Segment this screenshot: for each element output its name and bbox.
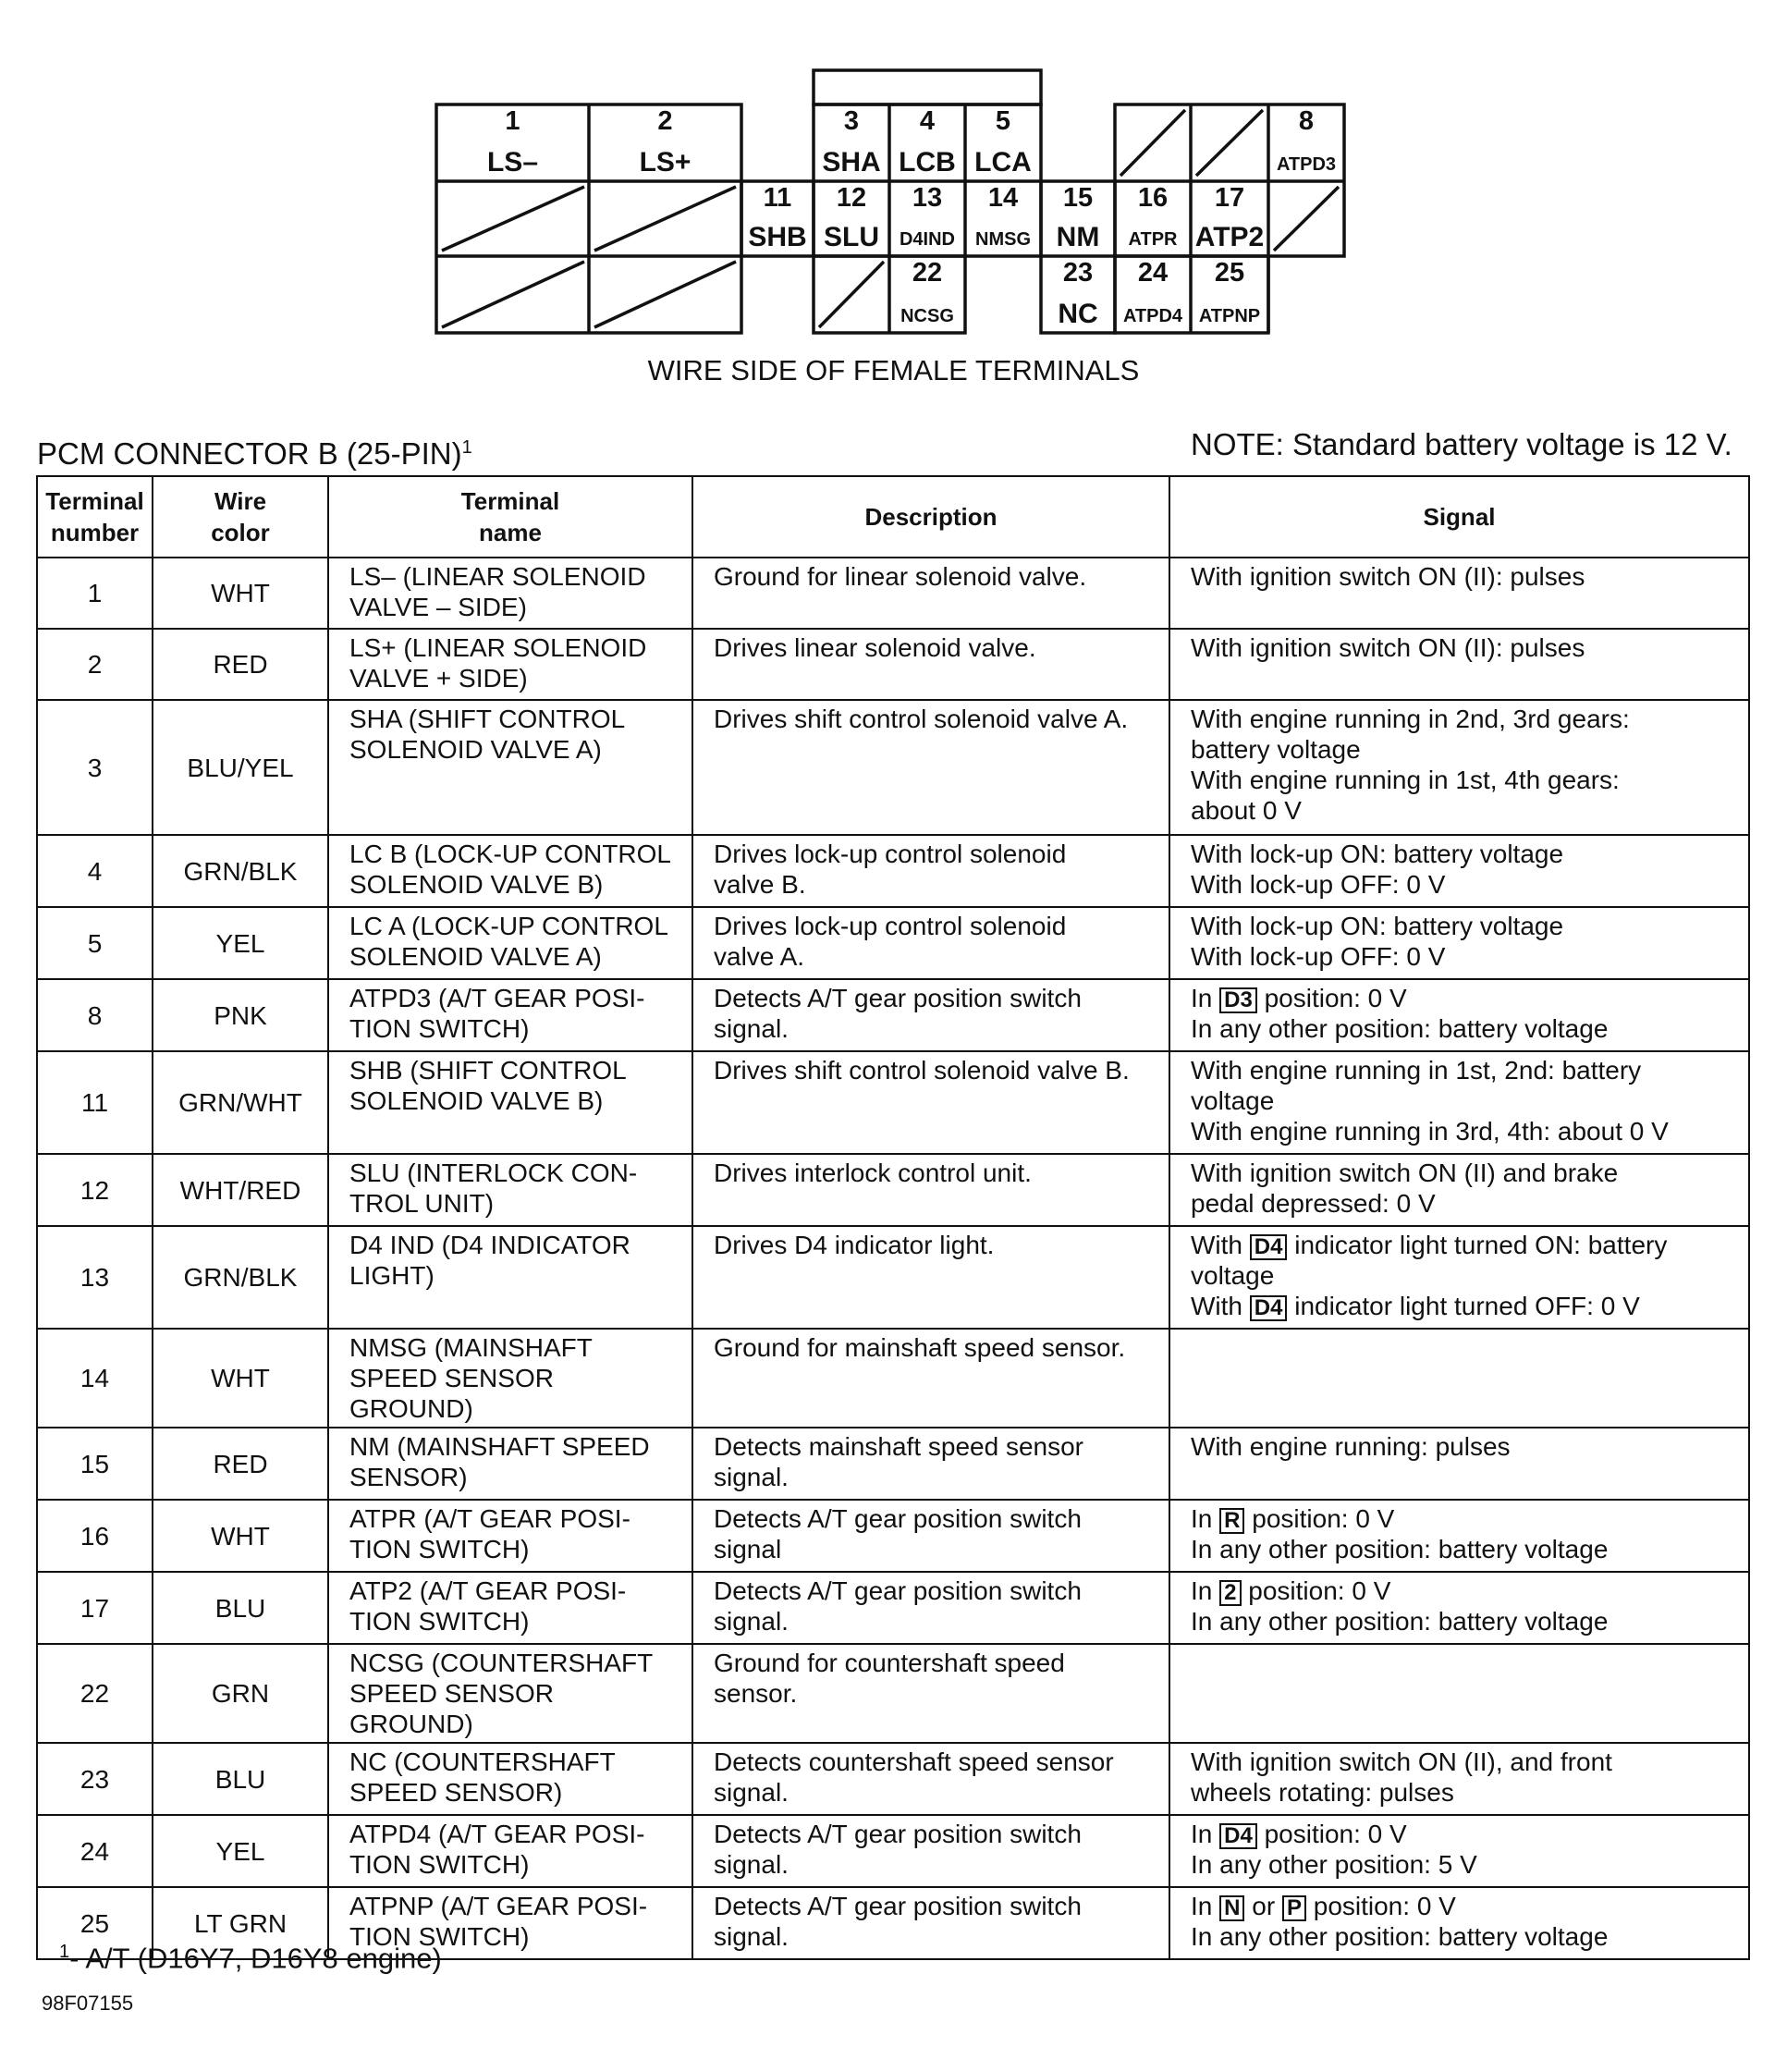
description-line: Drives lock-up control solenoid	[714, 840, 1067, 868]
terminal-3	[814, 104, 889, 181]
description-line: Detects A/T gear position switch	[714, 1892, 1082, 1920]
wire-color-cell: GRN/BLK	[153, 835, 328, 907]
terminal-16	[1115, 181, 1191, 256]
wire-color-cell: WHT	[153, 558, 328, 629]
terminal-name-cell	[328, 1644, 692, 1743]
terminal-name-cell	[328, 835, 692, 907]
signal-cell	[1169, 907, 1749, 979]
description-line: sensor.	[714, 1679, 798, 1708]
signal-cell	[1169, 1743, 1749, 1815]
terminal-number: 2	[657, 106, 673, 136]
terminal-number: 14	[987, 183, 1019, 213]
footnote	[59, 1942, 442, 1975]
description-line: Detects A/T gear position switch	[714, 1820, 1082, 1848]
terminal-name-line: SHB (SHIFT CONTROL	[349, 1056, 627, 1085]
terminal-number: 17	[1214, 183, 1245, 213]
signal-line	[1191, 1230, 1728, 1260]
description-line: Drives shift control solenoid valve A.	[714, 705, 1129, 733]
signal-line: With engine running: pulses	[1191, 1432, 1511, 1461]
terminal-number-cell: 2	[37, 629, 153, 700]
description-line: Detects countershaft speed sensor	[714, 1747, 1114, 1776]
shift-position-key: D4	[1250, 1234, 1288, 1260]
signal-line: In any other position: battery voltage	[1191, 1014, 1609, 1043]
description-line: Detects A/T gear position switch	[714, 1576, 1082, 1605]
terminal-15	[1041, 181, 1115, 256]
signal-line: In any other position: battery voltage	[1191, 1607, 1609, 1636]
shift-position-key: R	[1219, 1508, 1244, 1534]
wire-color-cell: GRN	[153, 1644, 328, 1743]
table-row	[37, 1743, 1749, 1815]
footnote-number: 1	[59, 1942, 70, 1962]
table-row	[37, 1815, 1749, 1887]
terminal-number: 24	[1137, 258, 1169, 288]
terminal-number-cell: 8	[37, 979, 153, 1051]
signal-cell	[1169, 629, 1749, 700]
signal-line: With ignition switch ON (II): pulses	[1191, 562, 1585, 591]
terminal-name-cell	[328, 558, 692, 629]
terminal-25	[1191, 256, 1268, 333]
description-cell	[692, 1428, 1169, 1500]
shift-position-key: 2	[1219, 1580, 1241, 1606]
terminal-5	[965, 104, 1041, 181]
terminal-2	[589, 104, 741, 181]
description-cell	[692, 979, 1169, 1051]
description-line: valve A.	[714, 942, 805, 971]
wire-color-cell: BLU/YEL	[153, 700, 328, 835]
signal-line: In any other position: 5 V	[1191, 1850, 1477, 1879]
terminal-name-cell	[328, 1329, 692, 1428]
signal-line: In any other position: battery voltage	[1191, 1535, 1609, 1563]
diagram-caption: WIRE SIDE OF FEMALE TERMINALS	[647, 354, 1140, 386]
wire-color-cell: YEL	[153, 907, 328, 979]
terminal-name-cell	[328, 1500, 692, 1572]
signal-cell	[1169, 700, 1749, 835]
terminal-number: 13	[912, 183, 943, 213]
terminal-number-cell: 13	[37, 1226, 153, 1329]
signal-cell	[1169, 1887, 1749, 1959]
terminal-label: ATPR	[1128, 229, 1178, 250]
terminal-label: LCB	[899, 147, 956, 178]
signal-text: position: 0 V	[1241, 1576, 1391, 1605]
description-cell	[692, 835, 1169, 907]
terminal-name-line: SENSOR)	[349, 1463, 468, 1491]
terminal-label: NCSG	[900, 306, 954, 326]
terminal-label: NC	[1058, 299, 1098, 329]
terminal-1	[436, 104, 589, 181]
terminal-number: 16	[1137, 183, 1169, 213]
col-terminal-number: Terminal number	[37, 476, 153, 558]
terminal-name-cell	[328, 1743, 692, 1815]
terminal-name-line: SLU (INTERLOCK CON-	[349, 1159, 638, 1187]
terminal-13	[889, 181, 965, 256]
terminal-label: ATPD4	[1122, 306, 1183, 326]
signal-line: With ignition switch ON (II): pulses	[1191, 633, 1585, 662]
terminal-name-line: ATPNP (A/T GEAR POSI-	[349, 1892, 648, 1920]
signal-cell	[1169, 1500, 1749, 1572]
description-line: valve B.	[714, 870, 806, 899]
terminal-name-line: SHA (SHIFT CONTROL	[349, 705, 626, 733]
table-row	[37, 835, 1749, 907]
description-cell	[692, 1051, 1169, 1154]
signal-text: In	[1191, 1892, 1220, 1920]
description-line: Detects A/T gear position switch	[714, 984, 1082, 1012]
terminal-name-line: TION SWITCH)	[349, 1535, 530, 1563]
terminal-name-line: SPEED SENSOR GROUND)	[349, 1679, 554, 1738]
terminal-number: 3	[843, 106, 860, 136]
signal-line: With lock-up ON: battery voltage	[1191, 912, 1564, 940]
pin-table-body	[37, 558, 1749, 1959]
terminal-name-cell	[328, 700, 692, 835]
terminal-label: D4IND	[899, 229, 955, 250]
terminal-23	[1041, 256, 1115, 333]
signal-line: With engine running in 1st, 4th gears:	[1191, 766, 1620, 794]
table-row	[37, 700, 1749, 835]
signal-line	[1191, 1503, 1728, 1534]
terminal-number-cell: 17	[37, 1572, 153, 1644]
signal-cell	[1169, 1815, 1749, 1887]
terminal-17	[1191, 181, 1268, 256]
signal-text: In	[1191, 984, 1220, 1012]
table-row	[37, 1329, 1749, 1428]
terminal-number-cell: 4	[37, 835, 153, 907]
signal-cell	[1169, 1226, 1749, 1329]
terminal-number-cell: 24	[37, 1815, 153, 1887]
terminal-name-cell	[328, 1226, 692, 1329]
terminal-name-line: ATP2 (A/T GEAR POSI-	[349, 1576, 627, 1605]
signal-cell	[1169, 1644, 1749, 1743]
signal-text: or	[1244, 1892, 1282, 1920]
terminal-number: 15	[1062, 183, 1094, 213]
signal-cell	[1169, 1154, 1749, 1226]
wire-color-cell: RED	[153, 629, 328, 700]
terminal-name-line: SOLENOID VALVE B)	[349, 870, 604, 899]
terminal-number: 11	[763, 183, 792, 213]
terminal-label: ATP2	[1194, 222, 1265, 252]
description-line: signal.	[714, 1850, 789, 1879]
terminal-4	[889, 104, 965, 181]
terminal-name-line: LC A (LOCK-UP CONTROL	[349, 912, 668, 940]
terminal-label: SLU	[824, 222, 879, 252]
description-line: Ground for mainshaft speed sensor.	[714, 1333, 1126, 1362]
terminal-name-line: ATPD4 (A/T GEAR POSI-	[349, 1820, 645, 1848]
terminal-number-cell: 25	[37, 1887, 153, 1959]
signal-text: position: 0 V	[1256, 984, 1407, 1012]
description-line: signal.	[714, 1014, 789, 1043]
signal-line	[1191, 1291, 1728, 1321]
description-cell	[692, 558, 1169, 629]
terminal-name-line: NCSG (COUNTERSHAFT	[349, 1649, 654, 1677]
terminal-number-cell: 23	[37, 1743, 153, 1815]
footnote-text: - A/T (D16Y7, D16Y8 engine)	[69, 1942, 442, 1975]
description-line: Ground for countershaft speed	[714, 1649, 1065, 1677]
description-cell	[692, 1572, 1169, 1644]
terminal-label: SHA	[822, 147, 881, 178]
terminal-number-cell: 5	[37, 907, 153, 979]
signal-line	[1191, 983, 1728, 1013]
signal-line	[1191, 1891, 1728, 1921]
terminal-number: 22	[912, 258, 943, 288]
terminal-8	[1268, 104, 1344, 181]
signal-text: With	[1191, 1231, 1250, 1259]
terminal-11	[741, 181, 814, 256]
description-cell	[692, 1154, 1169, 1226]
terminal-number-cell: 1	[37, 558, 153, 629]
terminal-name-line: TION SWITCH)	[349, 1850, 530, 1879]
terminal-label: LS+	[639, 147, 692, 178]
terminal-label: NM	[1056, 222, 1100, 252]
terminal-number-cell: 14	[37, 1329, 153, 1428]
shift-position-key: D4	[1250, 1295, 1288, 1321]
table-row	[37, 1051, 1749, 1154]
signal-line: With engine running in 2nd, 3rd gears:	[1191, 705, 1630, 733]
description-cell	[692, 1329, 1169, 1428]
description-line: signal.	[714, 1778, 789, 1807]
description-line: Detects mainshaft speed sensor	[714, 1432, 1083, 1461]
terminal-name-line: ATPR (A/T GEAR POSI-	[349, 1504, 630, 1533]
signal-text: position: 0 V	[1305, 1892, 1456, 1920]
terminal-name-line: TROL UNIT)	[349, 1189, 495, 1218]
terminal-label: ATPNP	[1198, 306, 1261, 326]
terminal-name-cell	[328, 979, 692, 1051]
signal-line	[1191, 1575, 1728, 1606]
wire-color-cell: GRN/BLK	[153, 1226, 328, 1329]
connector-title	[37, 436, 472, 472]
wire-color-cell: BLU	[153, 1572, 328, 1644]
table-row	[37, 979, 1749, 1051]
shift-position-key: P	[1282, 1895, 1306, 1921]
signal-cell	[1169, 1572, 1749, 1644]
terminal-name-line: TION SWITCH)	[349, 1922, 530, 1951]
table-row	[37, 1428, 1749, 1500]
description-line: Drives lock-up control solenoid	[714, 912, 1067, 940]
signal-line: With lock-up ON: battery voltage	[1191, 840, 1564, 868]
terminal-label: ATPD3	[1276, 154, 1337, 175]
terminal-name-line: ATPD3 (A/T GEAR POSI-	[349, 984, 645, 1012]
description-cell	[692, 629, 1169, 700]
terminal-number: 4	[919, 106, 936, 136]
description-cell	[692, 1644, 1169, 1743]
terminal-label: LS–	[486, 147, 539, 178]
terminal-number: 8	[1298, 106, 1315, 136]
terminal-name-line: VALVE + SIDE)	[349, 664, 528, 693]
terminal-name-cell	[328, 1572, 692, 1644]
signal-text: indicator light turned ON: battery	[1287, 1231, 1668, 1259]
signal-text: In	[1191, 1820, 1220, 1848]
terminal-name-line: VALVE – SIDE)	[349, 593, 527, 621]
terminal-number-cell: 22	[37, 1644, 153, 1743]
description-line: signal.	[714, 1607, 789, 1636]
signal-line: With engine running in 1st, 2nd: battery	[1191, 1056, 1642, 1085]
document-code: 98F07155	[42, 1992, 134, 2015]
signal-line: With engine running in 3rd, 4th: about 0 V	[1191, 1117, 1669, 1146]
signal-line: pedal depressed: 0 V	[1191, 1189, 1436, 1218]
table-row	[37, 558, 1749, 629]
signal-cell	[1169, 1051, 1749, 1154]
col-wire-color: Wire color	[153, 476, 328, 558]
connector-title-text: PCM CONNECTOR B (25-PIN)	[37, 436, 462, 471]
terminal-number: 1	[505, 106, 520, 136]
terminal-name-line: NM (MAINSHAFT SPEED	[349, 1432, 650, 1461]
terminal-name-line: LIGHT)	[349, 1261, 435, 1290]
wire-color-cell: WHT/RED	[153, 1154, 328, 1226]
description-cell	[692, 700, 1169, 835]
signal-line: wheels rotating: pulses	[1191, 1778, 1454, 1807]
terminal-24	[1115, 256, 1191, 333]
signal-cell	[1169, 1329, 1749, 1428]
wire-color-cell: WHT	[153, 1329, 328, 1428]
description-cell	[692, 1887, 1169, 1959]
signal-line: battery voltage	[1191, 735, 1361, 764]
terminal-name-line: SOLENOID VALVE A)	[349, 942, 602, 971]
signal-text: position: 0 V	[1256, 1820, 1407, 1848]
terminal-name-line: LS+ (LINEAR SOLENOID	[349, 633, 647, 662]
terminal-name-cell	[328, 1051, 692, 1154]
table-header-row	[37, 476, 1749, 558]
description-line: signal.	[714, 1463, 789, 1491]
signal-line: In any other position: battery voltage	[1191, 1922, 1609, 1951]
terminal-number-cell: 15	[37, 1428, 153, 1500]
description-line: Drives D4 indicator light.	[714, 1231, 995, 1259]
description-line: Drives interlock control unit.	[714, 1159, 1032, 1187]
signal-line: With ignition switch ON (II), and front	[1191, 1747, 1612, 1776]
terminal-name-cell	[328, 1154, 692, 1226]
signal-text: In	[1191, 1504, 1220, 1533]
description-line: Drives linear solenoid valve.	[714, 633, 1036, 662]
table-row	[37, 1500, 1749, 1572]
terminal-number: 12	[836, 183, 867, 213]
signal-line	[1191, 1819, 1728, 1849]
terminal-name-line: NC (COUNTERSHAFT	[349, 1747, 616, 1776]
terminal-number-cell: 3	[37, 700, 153, 835]
signal-cell	[1169, 835, 1749, 907]
footnote-marker: 1	[461, 437, 472, 458]
terminal-name-cell	[328, 1815, 692, 1887]
wire-color-cell: YEL	[153, 1815, 328, 1887]
terminal-number-cell: 12	[37, 1154, 153, 1226]
terminal-name-cell	[328, 629, 692, 700]
shift-position-key: N	[1219, 1895, 1244, 1921]
terminal-name-line: SOLENOID VALVE B)	[349, 1086, 604, 1115]
signal-cell	[1169, 979, 1749, 1051]
signal-line: With ignition switch ON (II) and brake	[1191, 1159, 1619, 1187]
terminal-name-line: SPEED SENSOR GROUND)	[349, 1364, 554, 1423]
table-row	[37, 1644, 1749, 1743]
col-description: Description	[692, 476, 1169, 558]
terminal-name-cell	[328, 1428, 692, 1500]
wire-color-cell: LT GRN	[153, 1887, 328, 1959]
signal-text: position: 0 V	[1244, 1504, 1395, 1533]
description-line: signal	[714, 1535, 782, 1563]
wire-color-cell: BLU	[153, 1743, 328, 1815]
terminal-number: 25	[1214, 258, 1245, 288]
col-signal: Signal	[1169, 476, 1749, 558]
terminal-22	[889, 256, 965, 333]
terminal-name-line: LS– (LINEAR SOLENOID	[349, 562, 646, 591]
signal-line: voltage	[1191, 1261, 1275, 1290]
description-cell	[692, 907, 1169, 979]
signal-line: With lock-up OFF: 0 V	[1191, 942, 1446, 971]
wire-color-cell: PNK	[153, 979, 328, 1051]
description-line: Drives shift control solenoid valve B.	[714, 1056, 1130, 1085]
terminal-12	[814, 181, 889, 256]
terminal-name-line: TION SWITCH)	[349, 1014, 530, 1043]
signal-line: voltage	[1191, 1086, 1275, 1115]
signal-line: about 0 V	[1191, 796, 1302, 825]
terminal-label: SHB	[748, 222, 807, 252]
description-cell	[692, 1815, 1169, 1887]
terminal-name-line: TION SWITCH)	[349, 1607, 530, 1636]
wire-color-cell: GRN/WHT	[153, 1051, 328, 1154]
terminal-name-line: NMSG (MAINSHAFT	[349, 1333, 593, 1362]
table-row	[37, 1226, 1749, 1329]
terminal-name-line: SOLENOID VALVE A)	[349, 735, 602, 764]
terminal-name-line: D4 IND (D4 INDICATOR	[349, 1231, 630, 1259]
signal-text: indicator light turned OFF: 0 V	[1287, 1292, 1640, 1320]
wire-color-cell: RED	[153, 1428, 328, 1500]
description-line: signal.	[714, 1922, 789, 1951]
terminal-name-cell	[328, 907, 692, 979]
table-row	[37, 1154, 1749, 1226]
description-cell	[692, 1500, 1169, 1572]
terminal-number-cell: 16	[37, 1500, 153, 1572]
wire-color-cell: WHT	[153, 1500, 328, 1572]
signal-cell	[1169, 558, 1749, 629]
terminal-label: NMSG	[975, 229, 1031, 250]
terminal-name-line: LC B (LOCK-UP CONTROL	[349, 840, 671, 868]
col-terminal-name: Terminal name	[328, 476, 692, 558]
terminal-number: 23	[1062, 258, 1094, 288]
terminal-number-cell: 11	[37, 1051, 153, 1154]
description-line: Detects A/T gear position switch	[714, 1504, 1082, 1533]
terminal-label: LCA	[974, 147, 1032, 178]
terminal-14	[965, 181, 1041, 256]
table-row	[37, 629, 1749, 700]
signal-cell	[1169, 1428, 1749, 1500]
description-line: Ground for linear solenoid valve.	[714, 562, 1087, 591]
signal-text: With	[1191, 1292, 1250, 1320]
table-row	[37, 1572, 1749, 1644]
signal-line: With lock-up OFF: 0 V	[1191, 870, 1446, 899]
battery-voltage-note: NOTE: Standard battery voltage is 12 V.	[1191, 427, 1732, 461]
terminal-name-line: SPEED SENSOR)	[349, 1778, 563, 1807]
shift-position-key: D4	[1219, 1823, 1257, 1849]
shift-position-key: D3	[1219, 987, 1257, 1013]
description-cell	[692, 1226, 1169, 1329]
signal-text: In	[1191, 1576, 1220, 1605]
description-cell	[692, 1743, 1169, 1815]
table-row	[37, 907, 1749, 979]
pin-table	[36, 475, 1750, 1960]
terminal-number: 5	[995, 106, 1011, 136]
